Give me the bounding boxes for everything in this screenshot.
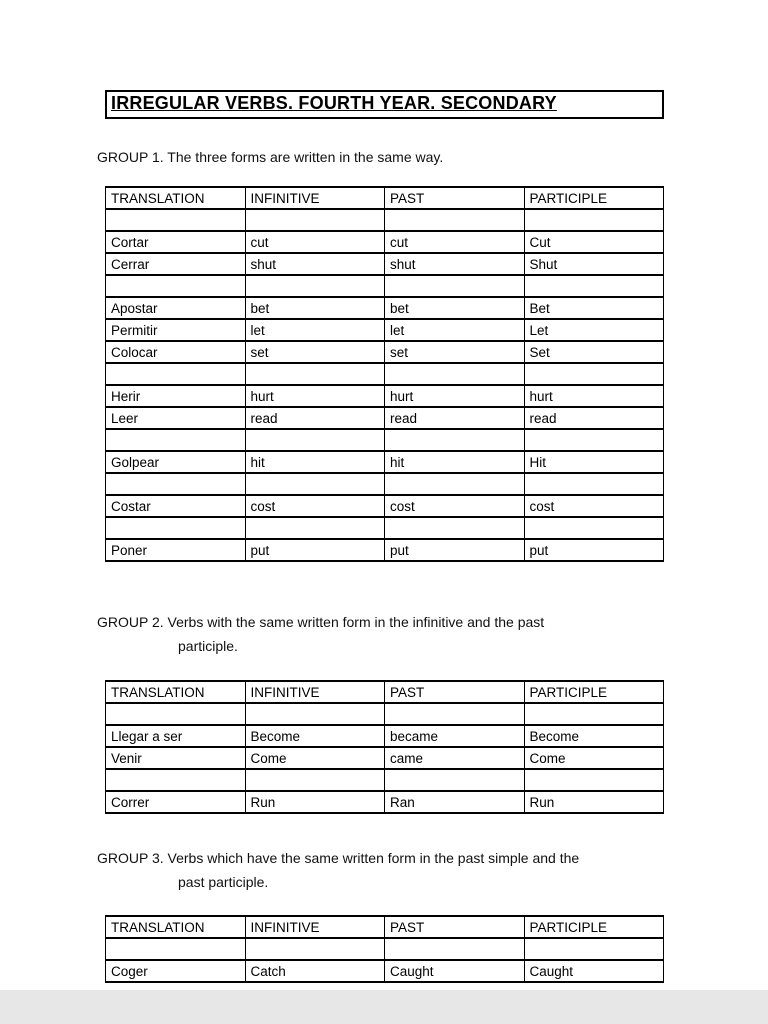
table-cell: let xyxy=(245,319,385,341)
table-cell: shut xyxy=(385,253,525,275)
table-row xyxy=(106,451,664,473)
table-cell xyxy=(245,473,385,495)
document-title-box xyxy=(105,90,664,119)
table-row xyxy=(106,703,664,725)
table-cell xyxy=(106,938,246,960)
column-header: PARTICIPLE xyxy=(524,916,664,938)
table-cell: bet xyxy=(385,297,525,319)
table-row xyxy=(106,341,664,363)
table-cell xyxy=(106,275,246,297)
table-cell: set xyxy=(385,341,525,363)
table-cell xyxy=(385,517,525,539)
table-cell xyxy=(245,517,385,539)
table-cell: came xyxy=(385,747,525,769)
table-cell: Permitir xyxy=(106,319,246,341)
table-cell xyxy=(385,275,525,297)
table-cell xyxy=(106,703,246,725)
table-cell: Llegar a ser xyxy=(106,725,246,747)
table-row xyxy=(106,407,664,429)
table-cell: cut xyxy=(385,231,525,253)
table-cell xyxy=(245,363,385,385)
column-header: TRANSLATION xyxy=(106,681,246,703)
table-cell xyxy=(524,517,664,539)
table-row xyxy=(106,297,664,319)
table-cell: read xyxy=(385,407,525,429)
column-header: INFINITIVE xyxy=(245,681,385,703)
table-cell: cut xyxy=(245,231,385,253)
table-cell: Venir xyxy=(106,747,246,769)
section-heading-group2 xyxy=(97,610,544,658)
column-header: PAST xyxy=(385,681,525,703)
table-cell: Golpear xyxy=(106,451,246,473)
viewer-background xyxy=(0,990,768,1024)
column-header: TRANSLATION xyxy=(106,187,246,209)
table-cell xyxy=(106,429,246,451)
table-cell: cost xyxy=(245,495,385,517)
table-header-row xyxy=(106,187,664,209)
table-cell xyxy=(106,769,246,791)
table-row xyxy=(106,960,664,982)
table-cell: Come xyxy=(524,747,664,769)
table-cell: Run xyxy=(245,791,385,813)
table-cell xyxy=(385,938,525,960)
table-cell: hit xyxy=(245,451,385,473)
table-cell xyxy=(524,275,664,297)
table-cell xyxy=(245,703,385,725)
table-cell: Come xyxy=(245,747,385,769)
table-cell xyxy=(385,209,525,231)
table-cell: Become xyxy=(524,725,664,747)
table-row xyxy=(106,725,664,747)
table-cell: let xyxy=(385,319,525,341)
table-row xyxy=(106,363,664,385)
table-header-row xyxy=(106,916,664,938)
table-header-row xyxy=(106,681,664,703)
table-row xyxy=(106,517,664,539)
table-cell: Cut xyxy=(524,231,664,253)
table-cell: put xyxy=(385,539,525,561)
table-row xyxy=(106,747,664,769)
table-cell: Leer xyxy=(106,407,246,429)
table-row xyxy=(106,769,664,791)
table-cell: became xyxy=(385,725,525,747)
table-cell xyxy=(524,473,664,495)
document-title: IRREGULAR VERBS. FOURTH YEAR. SECONDARY xyxy=(111,93,557,113)
column-header: PARTICIPLE xyxy=(524,681,664,703)
table-row xyxy=(106,275,664,297)
table-cell xyxy=(106,517,246,539)
table-cell: Run xyxy=(524,791,664,813)
table-cell: Caught xyxy=(524,960,664,982)
table-cell xyxy=(106,209,246,231)
table-cell: set xyxy=(245,341,385,363)
table-cell xyxy=(245,429,385,451)
table-row xyxy=(106,231,664,253)
table-row xyxy=(106,495,664,517)
table-cell xyxy=(385,703,525,725)
heading-line-continued: past participle. xyxy=(178,874,269,890)
table-row xyxy=(106,319,664,341)
table-cell: read xyxy=(245,407,385,429)
table-cell xyxy=(524,429,664,451)
table-cell: hit xyxy=(385,451,525,473)
table-cell: cost xyxy=(385,495,525,517)
verb-table-group1 xyxy=(105,186,664,562)
table-cell: Catch xyxy=(245,960,385,982)
table-cell: Become xyxy=(245,725,385,747)
table-cell: Cortar xyxy=(106,231,246,253)
column-header: PAST xyxy=(385,187,525,209)
table-cell xyxy=(524,938,664,960)
table-cell: Herir xyxy=(106,385,246,407)
table-cell: hurt xyxy=(385,385,525,407)
table-cell: read xyxy=(524,407,664,429)
table-row xyxy=(106,209,664,231)
table-cell xyxy=(385,769,525,791)
heading-line: GROUP 2. Verbs with the same written form in the infinitive and the past xyxy=(97,614,545,630)
table-row xyxy=(106,938,664,960)
table-cell xyxy=(245,938,385,960)
heading-line: GROUP 1. The three forms are written in the same way. xyxy=(97,149,444,165)
table-row xyxy=(106,539,664,561)
table-cell: cost xyxy=(524,495,664,517)
table-cell xyxy=(524,703,664,725)
table-cell: Bet xyxy=(524,297,664,319)
table-cell xyxy=(524,363,664,385)
table-cell xyxy=(524,769,664,791)
section-heading-group1 xyxy=(97,145,443,169)
table-cell xyxy=(106,363,246,385)
column-header: PARTICIPLE xyxy=(524,187,664,209)
table-cell: Let xyxy=(524,319,664,341)
table-cell: hurt xyxy=(245,385,385,407)
table-cell xyxy=(245,769,385,791)
table-cell: Caught xyxy=(385,960,525,982)
table-row xyxy=(106,385,664,407)
table-row xyxy=(106,429,664,451)
column-header: PAST xyxy=(385,916,525,938)
table-row xyxy=(106,473,664,495)
table-cell: put xyxy=(524,539,664,561)
verb-table-group2 xyxy=(105,680,664,814)
table-cell: Poner xyxy=(106,539,246,561)
table-cell xyxy=(245,209,385,231)
column-header: INFINITIVE xyxy=(245,916,385,938)
section-heading-group3 xyxy=(97,846,579,894)
table-cell xyxy=(524,209,664,231)
table-cell: Ran xyxy=(385,791,525,813)
table-cell xyxy=(385,363,525,385)
heading-line: GROUP 3. Verbs which have the same written form in the past simple and the xyxy=(97,850,580,866)
column-header: INFINITIVE xyxy=(245,187,385,209)
table-cell: Correr xyxy=(106,791,246,813)
table-cell: Cerrar xyxy=(106,253,246,275)
table-cell: shut xyxy=(245,253,385,275)
table-cell: Costar xyxy=(106,495,246,517)
table-cell: Shut xyxy=(524,253,664,275)
table-row xyxy=(106,791,664,813)
table-cell: Apostar xyxy=(106,297,246,319)
table-cell xyxy=(385,429,525,451)
table-cell: Coger xyxy=(106,960,246,982)
table-cell xyxy=(245,275,385,297)
table-cell: bet xyxy=(245,297,385,319)
table-row xyxy=(106,253,664,275)
table-cell: Set xyxy=(524,341,664,363)
table-cell: Hit xyxy=(524,451,664,473)
table-cell: put xyxy=(245,539,385,561)
table-cell: hurt xyxy=(524,385,664,407)
table-cell xyxy=(106,473,246,495)
heading-line-continued: participle. xyxy=(178,638,238,654)
verb-table-group3 xyxy=(105,915,664,983)
column-header: TRANSLATION xyxy=(106,916,246,938)
table-cell: Colocar xyxy=(106,341,246,363)
table-cell xyxy=(385,473,525,495)
